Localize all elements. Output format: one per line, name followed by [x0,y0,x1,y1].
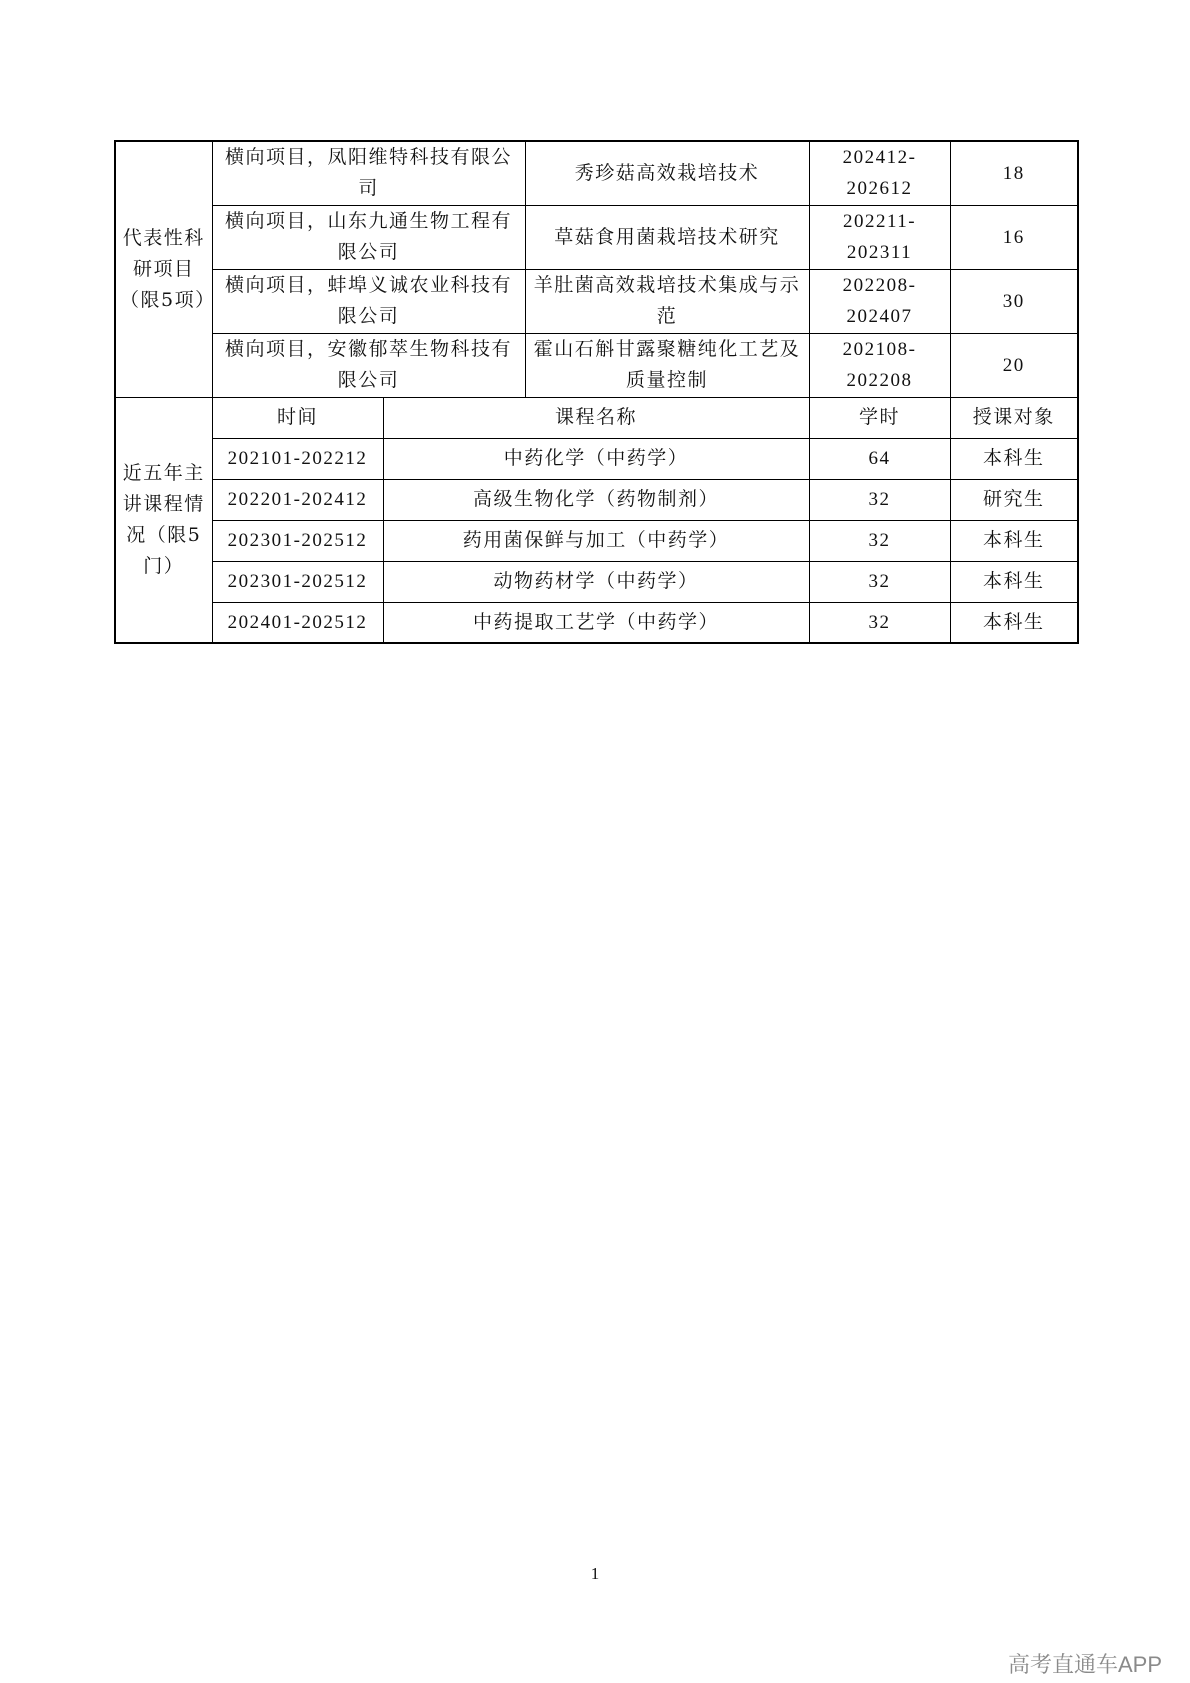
table-row [115,602,1078,643]
header-hours: 学时 [809,397,950,438]
table-row [115,205,1078,269]
project-title: 草菇食用菌栽培技术研究 [525,205,809,269]
course-name: 动物药材学（中药学） [383,561,809,602]
course-name: 药用菌保鲜与加工（中药学） [383,520,809,561]
course-hours: 32 [809,602,950,643]
project-amount: 20 [950,333,1078,397]
course-time: 202401-202512 [212,602,383,643]
project-period: 202208-202407 [809,269,950,333]
project-period: 202108-202208 [809,333,950,397]
table-row [115,561,1078,602]
header-time: 时间 [212,397,383,438]
project-amount: 16 [950,205,1078,269]
course-hours: 64 [809,438,950,479]
project-title: 秀珍菇高效栽培技术 [525,141,809,205]
course-audience: 本科生 [950,602,1078,643]
course-time: 202301-202512 [212,561,383,602]
course-audience: 本科生 [950,561,1078,602]
course-hours: 32 [809,479,950,520]
course-hours: 32 [809,561,950,602]
courses-label: 近五年主讲课程情况（限5门） [115,397,212,643]
project-source: 横向项目，凤阳维特科技有限公司 [212,141,525,205]
table-row [115,333,1078,397]
watermark: 高考直通车APP [1007,1652,1162,1677]
project-source: 横向项目，安徽郁萃生物科技有限公司 [212,333,525,397]
project-amount: 30 [950,269,1078,333]
project-period: 202412-202612 [809,141,950,205]
header-course-name: 课程名称 [383,397,809,438]
course-audience: 本科生 [950,520,1078,561]
project-amount: 18 [950,141,1078,205]
course-header-row [115,397,1078,438]
table-row [115,479,1078,520]
course-time: 202301-202512 [212,520,383,561]
table-row [115,520,1078,561]
course-name: 中药化学（中药学） [383,438,809,479]
table-row [115,438,1078,479]
project-title: 羊肚菌高效栽培技术集成与示范 [525,269,809,333]
page-number: 1 [590,1564,600,1583]
info-table [114,140,1079,644]
course-time: 202201-202412 [212,479,383,520]
course-audience: 本科生 [950,438,1078,479]
table-row [115,269,1078,333]
header-audience: 授课对象 [950,397,1078,438]
course-name: 高级生物化学（药物制剂） [383,479,809,520]
project-source: 横向项目，蚌埠义诚农业科技有限公司 [212,269,525,333]
course-name: 中药提取工艺学（中药学） [383,602,809,643]
project-source: 横向项目，山东九通生物工程有限公司 [212,205,525,269]
table-row [115,141,1078,205]
course-hours: 32 [809,520,950,561]
course-time: 202101-202212 [212,438,383,479]
research-projects-label: 代表性科研项目（限5项） [115,141,212,397]
course-audience: 研究生 [950,479,1078,520]
project-period: 202211-202311 [809,205,950,269]
project-title: 霍山石斛甘露聚糖纯化工艺及质量控制 [525,333,809,397]
